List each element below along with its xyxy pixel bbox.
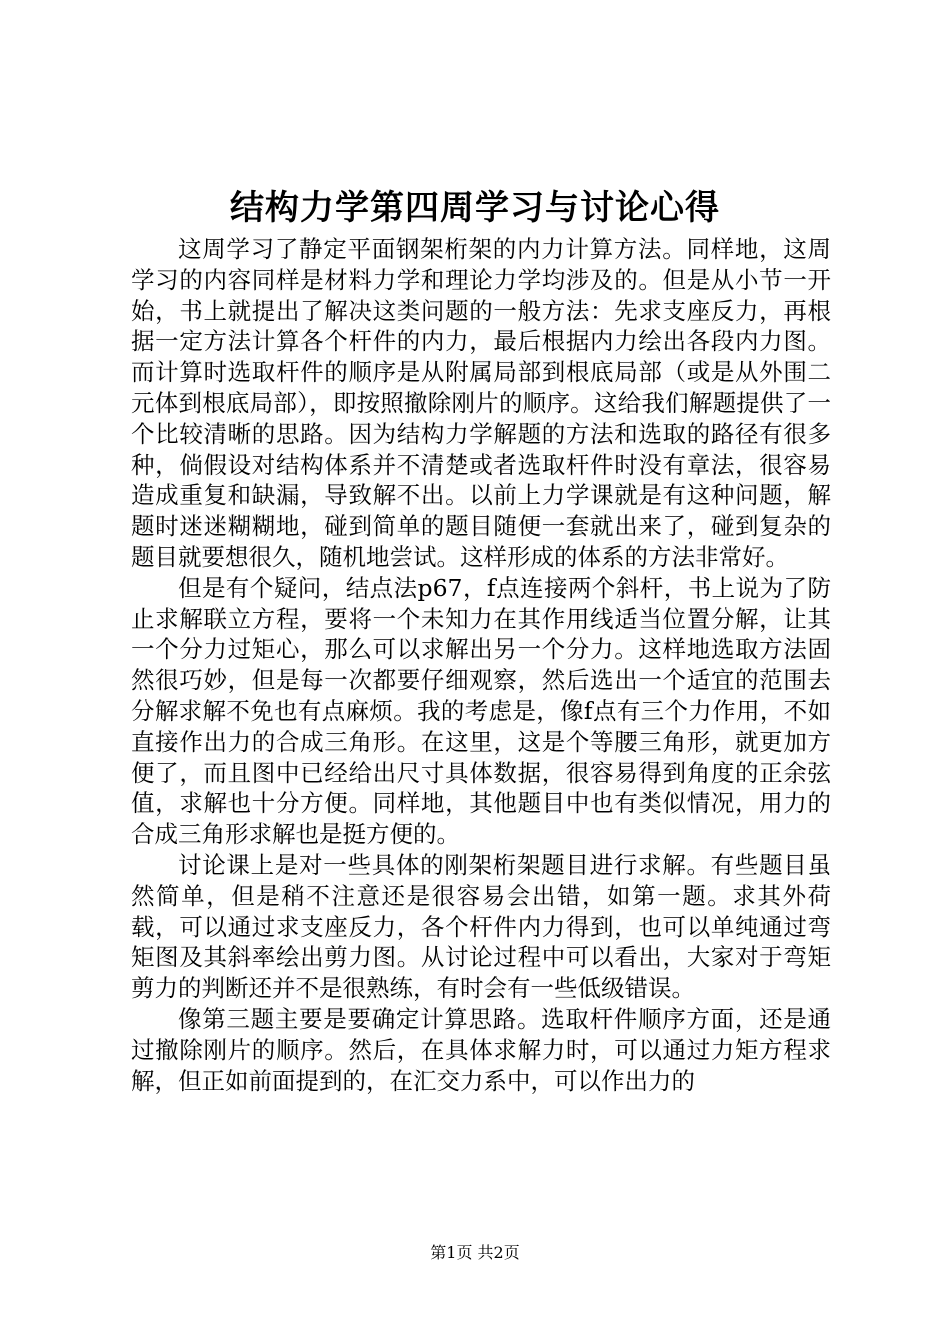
page-footer: 第1页 共2页: [430, 1243, 520, 1262]
paragraph-2: 但是有个疑问，结点法p67，f点连接两个斜杆，书上说为了防止求解联立方程，要将一个未知力在其作用线适当位置分解，让其一个分力过矩心，那么可以求解出另一个分力。这样地选取方法固然很巧妙，但是每一次都要仔细观察，然后选出一个适宜的范围去分解求解不免也有点麻烦。我的考虑是，像f点有三个力作用，不如直接作出力的合成三角形。在这里，这是个等腰三角形，就更加方便了，而且图中已经给出尺寸具体数据，很容易得到角度的正余弦值，求解也十分方便。同样地，其他题目中也有类似情况，用力的合成三角形求解也是挺方便的。: [131, 573, 831, 849]
document-title: 结构力学第四周学习与讨论心得: [230, 188, 720, 228]
paragraph-3: 讨论课上是对一些具体的刚架桁架题目进行求解。有些题目虽然简单，但是稍不注意还是很容易会出错，如第一题。求其外荷载，可以通过求支座反力，各个杆件内力得到，也可以单纯通过弯矩图及其斜率绘出剪力图。从讨论过程中可以看出，大家对于弯矩剪力的判断还并不是很熟练，有时会有一些低级错误。: [131, 850, 831, 1003]
paragraph-4: 像第三题主要是要确定计算思路。选取杆件顺序方面，还是通过撤除刚片的顺序。然后，在具体求解力时，可以通过力矩方程求解，但正如前面提到的，在汇交力系中，可以作出力的: [131, 1004, 831, 1095]
document-body: [131, 234, 831, 1096]
paragraph-1: 这周学习了静定平面钢架桁架的内力计算方法。同样地，这周学习的内容同样是材料力学和理论力学均涉及的。但是从小节一开始，书上就提出了解决这类问题的一般方法：先求支座反力，再根据一定方法计算各个杆件的内力，最后根据内力绘出各段内力图。而计算时选取杆件的顺序是从附属局部到根底局部（或是从外围二元体到根底局部），即按照撤除刚片的顺序。这给我们解题提供了一个比较清晰的思路。因为结构力学解题的方法和选取的路径有很多种，倘假设对结构体系并不清楚或者选取杆件时没有章法，很容易造成重复和缺漏，导致解不出。以前上力学课就是有这种问题，解题时迷迷糊糊地，碰到简单的题目随便一套就出来了，碰到复杂的题目就要想很久，随机地尝试。这样形成的体系的方法非常好。: [131, 235, 831, 571]
